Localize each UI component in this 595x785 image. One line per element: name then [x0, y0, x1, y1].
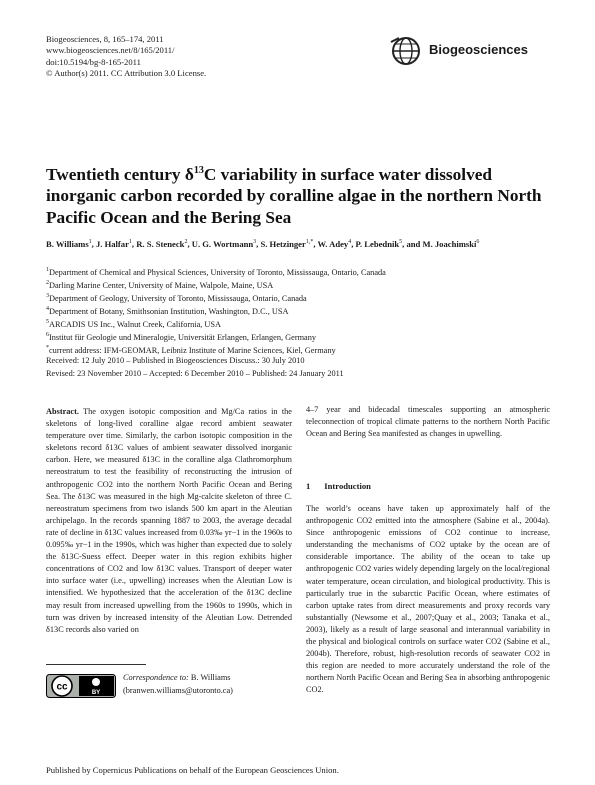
cc-by-badge — [46, 674, 116, 698]
author-affiliation-mark: 1 — [88, 239, 92, 245]
affiliation-mark: 5 — [46, 319, 49, 326]
author-name: W. Adey — [317, 238, 349, 249]
affiliation-mark: * — [46, 345, 49, 352]
publication-dates — [46, 355, 344, 380]
affiliation-item — [46, 278, 386, 291]
title-part1: Twentieth century δ — [46, 164, 194, 184]
author-name: B. Williams — [46, 238, 89, 249]
author-affiliation-mark: 6 — [476, 239, 480, 245]
by-mark: BY — [91, 690, 101, 696]
affiliation-item — [46, 304, 386, 317]
correspondence-email[interactable]: (branwen.williams@utoronto.ca) — [123, 685, 233, 695]
author-name: S. Hetzinger — [260, 238, 306, 249]
affiliation-item — [46, 291, 386, 304]
journal-citation: Biogeosciences, 8, 165–174, 2011 — [46, 34, 164, 44]
globe-icon — [389, 34, 423, 68]
abstract-continued: 4–7 year and bidecadal timescales supporting an atmospheric teleconnection of tropical climate patterns to the northern North Pacific Ocean and Bering Sea manifested as changes in upwelling. — [306, 405, 550, 439]
author-name: J. Halfar — [95, 238, 129, 249]
paper-title — [46, 160, 556, 228]
author — [356, 239, 403, 249]
author-list: B. Williams$^1$, J. Halfar$^1$, R. S. Steneck$^2$, U. G. Wortmann$^3$, S. Hetzinger$^{1,*}$, W. Adey$^4$, P. Lebednik$^5$, and M. Joachimski$^6$ — [46, 238, 480, 249]
author-name: P. Lebednik — [355, 238, 400, 249]
section-number: 1 — [306, 481, 311, 491]
section-title: Introduction — [324, 481, 371, 491]
page-footer: Published by Copernicus Publications on behalf of the European Geosciences Union. — [46, 765, 339, 775]
affiliation-text: Department of Geology, University of Toronto, Mississauga, Ontario, Canada — [49, 293, 307, 303]
journal-url[interactable]: www.biogeosciences.net/8/165/2011/ — [46, 45, 175, 56]
license: © Author(s) 2011. CC Attribution 3.0 License. — [46, 67, 207, 78]
footnote-rule — [46, 664, 146, 665]
affiliation-item — [46, 317, 386, 330]
abstract-text: The oxygen isotopic composition and Mg/Ca ratios in the skeletons of long-lived coralline algae record ambient seawater temperature over time. Similarly, the carbon isotopic composition in the skeletons record δ13C values of ambient seawater dissolved inorganic carbon. Here, we measured δ13C in the coralline alga Clathromorphum nereostratum to test the feasibility of reconstructing the intrusion of anthropogenic CO2 into the northern North Pacific Ocean and Bering Sea. The δ13C was measured in the high Mg-calcite skeleton of three C. nereostratum specimens from two islands 500 km apart in the Aleutian archipelago. In the records spanning 1887 to 2003, the average decadal rate of decline in δ13C values increased from 0.03‰ yr−1 in the 1960s to 0.095‰ yr−1 in the 1990s, which was higher than expected due to solely the δ13C-Suess effect. Deeper water in this region exhibits higher concentrations of CO2 and low δ13C values. Transport of deeper water into surface water (i.e., upwelling) increases when the Aleutian Low is intensified. We hypothesized that the acceleration of the δ13C decline may result from increased upwelling from the 1960s to 1990s, which in turn was driven by increased intensity of the Aleutian Low. Detrended δ13C records also varied on — [46, 407, 292, 634]
author-name: U. G. Wortmann — [191, 238, 254, 249]
author-affiliation-mark: 4 — [348, 239, 352, 245]
affiliation-mark: 2 — [46, 280, 49, 287]
author — [136, 239, 187, 249]
author-affiliation-mark: 2 — [184, 239, 188, 245]
author — [422, 239, 479, 249]
cc-mark: cc — [56, 681, 68, 693]
author — [192, 239, 256, 249]
dates-received: Received: 12 July 2010 – Published in Biogeosciences Discuss.: 30 July 2010 — [46, 356, 305, 365]
journal-header — [46, 34, 206, 79]
introduction-text: The world’s oceans have taken up approximately half of the anthropogenic CO2 emitted into the atmosphere (Sabine et al., 2004a). Since anthropogenic emissions of CO2 continue to increase, understanding the mechanisms of CO2 uptake by the ocean are of considerable importance. The ability of the ocean to take up anthropogenic CO2 varies widely depending largely on the local/regional water temperature, ocean circulation, and biological productivity. This is particularly true in the subarctic Pacific Ocean, where estimates of carbon uptake rates from direct measurements and proxy records vary substantially (Newsome et al., 2007;Quay et al., 2003; Tanaka et al., 2003), likely as a result of large seasonal and interannual variability in the physical and biological controls on surface water CO2 (Sabine et al., 2004b). Therefore, robust, high-resolution records of seawater CO2 in this region are needed to more accurately understand the role of the northern North Pacific Ocean and Bering Sea in absorbing anthropogenic CO2. — [306, 504, 550, 695]
affiliations — [46, 265, 386, 356]
author — [260, 239, 313, 249]
correspondence-label: Correspondence to: — [123, 673, 189, 682]
author-name: M. Joachimski — [422, 238, 477, 249]
abstract — [46, 406, 292, 636]
author-affiliation-mark: 1 — [128, 239, 132, 245]
journal-logo — [383, 36, 553, 68]
correspondence — [123, 672, 233, 697]
affiliation-text: Department of Chemical and Physical Sciences, University of Toronto, Mississauga, Ontario, Canada — [49, 267, 386, 277]
doi[interactable]: doi:10.5194/bg-8-165-2011 — [46, 56, 141, 67]
dates-revised: Revised: 23 November 2010 – Accepted: 6 December 2010 – Published: 24 January 2011 — [46, 368, 344, 378]
affiliation-mark: 3 — [46, 293, 49, 300]
author — [46, 239, 92, 249]
correspondence-name: B. Williams — [190, 673, 231, 682]
author-affiliation-mark: 5 — [399, 239, 403, 245]
affiliation-text: Department of Botany, Smithsonian Institution, Washington, D.C., USA — [49, 306, 289, 316]
author-affiliation-mark: 1,* — [305, 239, 314, 245]
affiliation-mark: 1 — [46, 267, 49, 273]
affiliation-item — [46, 330, 386, 343]
title-sup: 13 — [193, 165, 204, 176]
abstract-label: Abstract. — [46, 407, 79, 416]
author-name: R. S. Steneck — [136, 238, 185, 249]
author — [317, 239, 351, 249]
affiliation-item — [46, 265, 386, 278]
author-affiliation-mark: 3 — [253, 239, 257, 245]
affiliation-text: Institut für Geologie und Mineralogie, Universität Erlangen, Erlangen, Germany — [49, 333, 317, 343]
title-part2: C variability in surface water dissolved inorganic carbon recorded by coralline algae in the northern North Pacific Ocean and the Bering Sea — [46, 164, 542, 227]
affiliation-mark: 6 — [46, 332, 49, 339]
affiliation-text: ARCADIS US Inc., Walnut Creek, California, USA — [49, 320, 222, 330]
affiliation-text: current address: IFM-GEOMAR, Leibniz Institute of Marine Sciences, Kiel, Germany — [49, 346, 336, 356]
logo-text: Biogeosciences — [429, 42, 528, 57]
affiliation-text: Darling Marine Center, University of Maine, Walpole, Maine, USA — [49, 280, 274, 290]
author — [96, 239, 132, 249]
section-heading — [306, 481, 385, 491]
affiliation-mark: 4 — [46, 306, 49, 313]
